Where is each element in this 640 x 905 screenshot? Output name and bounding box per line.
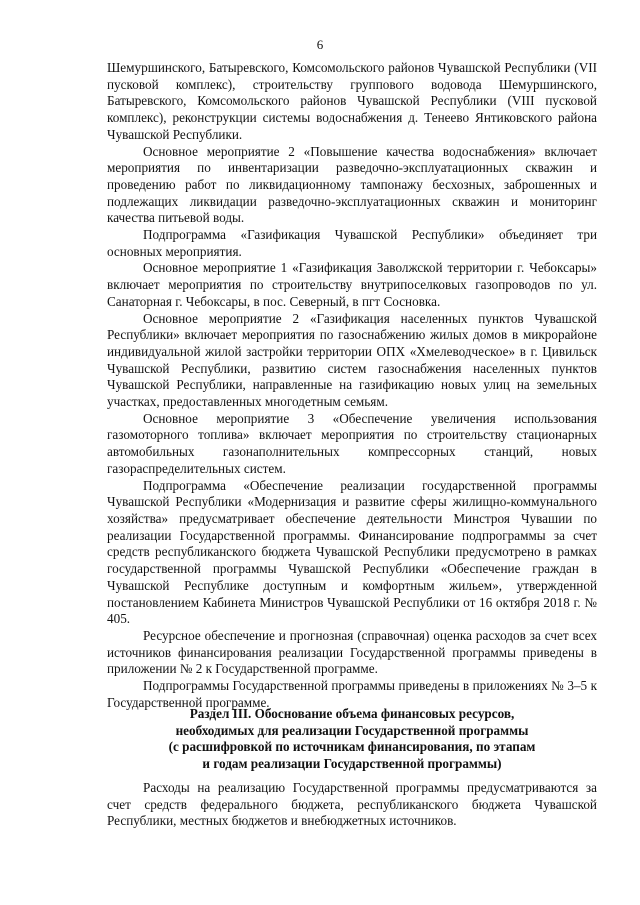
- section-heading-line: (с расшифровкой по источникам финансирования, по этапам: [168, 739, 536, 755]
- paragraph-gasification-subprogram: Подпрограмма «Газификация Чувашской Республики» объединяет три основных мероприятия.: [107, 227, 597, 259]
- paragraph-subprograms-appendices: Подпрограммы Государственной программы приведены в приложениях № 3–5 к Государственной программе.: [107, 678, 597, 710]
- paragraph-water-quality: Основное мероприятие 2 «Повышение качества водоснабжения» включает мероприятия по инвентаризации разведочно-эксплуатационных скважин и проведению работ по ликвидационному тампонажу бесхозных, заброшенных и подлежащих ликвидации разведочно-эксплуатационных скважин и мониторинг качества питьевой воды.: [107, 143, 597, 226]
- section-heading-line: и годам реализации Государственной программы): [202, 756, 502, 772]
- paragraph-resource-support: Ресурсное обеспечение и прогнозная (справочная) оценка расходов за счет всех источников финансирования реализации Государственной программы приведены в приложении № 2 к Государственной программе.: [107, 627, 597, 677]
- paragraph-gasification-measure-1: Основное мероприятие 1 «Газификация Заволжской территории г. Чебоксары» включает мероприятия по строительству внутрипоселковых газопроводов по ул. Санаторная г. Чебоксары, в пос. Северный, в пгт Сосновка.: [107, 260, 597, 309]
- section-heading-line: необходимых для реализации Государственной программы: [175, 722, 529, 738]
- paragraph-support-subprogram: Подпрограмма «Обеспечение реализации государственной программы Чувашской Республики «Модернизация и развитие сферы жилищно-коммунального хозяйства» предусматривает обеспечение деятельности Минстроя Чувашии по реализации Государственной программы. Финансирование подпрограммы за счет средств республиканского бюджета Чувашской Республики предусмотрено в рамках государственной программы Чувашской Республики «Обеспечение граждан в Чувашской Республике доступным и комфортным жильем», утвержденной постановлением Кабинета Министров Чувашской Республики от 16 октября 2018 г. № 405.: [107, 477, 597, 627]
- page-number: 6: [316, 37, 324, 52]
- section-body: [107, 780, 597, 830]
- section-heading-line: Раздел III. Обоснование объема финансовых ресурсов,: [189, 706, 515, 721]
- paragraph-financing-sources: Расходы на реализацию Государственной программы предусматриваются за счет средств федерального бюджета, республиканского бюджета Чувашской Республики, местных бюджетов и внебюджетных источников.: [107, 780, 597, 829]
- paragraph-continuation: Шемуршинского, Батыревского, Комсомольского районов Чувашской Республики (VII пусковой комплекс), строительству группового водовода Шемуршинского, Батыревского, Комсомольского районов Чувашской Республики (VIII пусковой комплекс), реконструкции системы водоснабжения д. Тенеево Янтиковского района Чувашской Республики.: [107, 60, 597, 142]
- section-heading: [107, 706, 597, 773]
- paragraph-gasification-measure-3: Основное мероприятие 3 «Обеспечение увеличения использования газомоторного топлива» включает мероприятия по строительству стационарных автомобильных газонаполнительных компрессорных станций, новых газораспределительных систем.: [107, 410, 597, 476]
- paragraph-gasification-measure-2: Основное мероприятие 2 «Газификация населенных пунктов Чувашской Республики» включает мероприятия по газоснабжению жилых домов в микрорайоне индивидуальной жилой застройки территории ОПХ «Хмелеводческое» в г. Цивильск Чувашской Республики, развитию систем газоснабжения населенных пунктов Чувашской Республики, направленные на газификацию новых улиц на земельных участках, предоставленных многодетным семьям.: [107, 310, 597, 410]
- document-body: [107, 60, 597, 711]
